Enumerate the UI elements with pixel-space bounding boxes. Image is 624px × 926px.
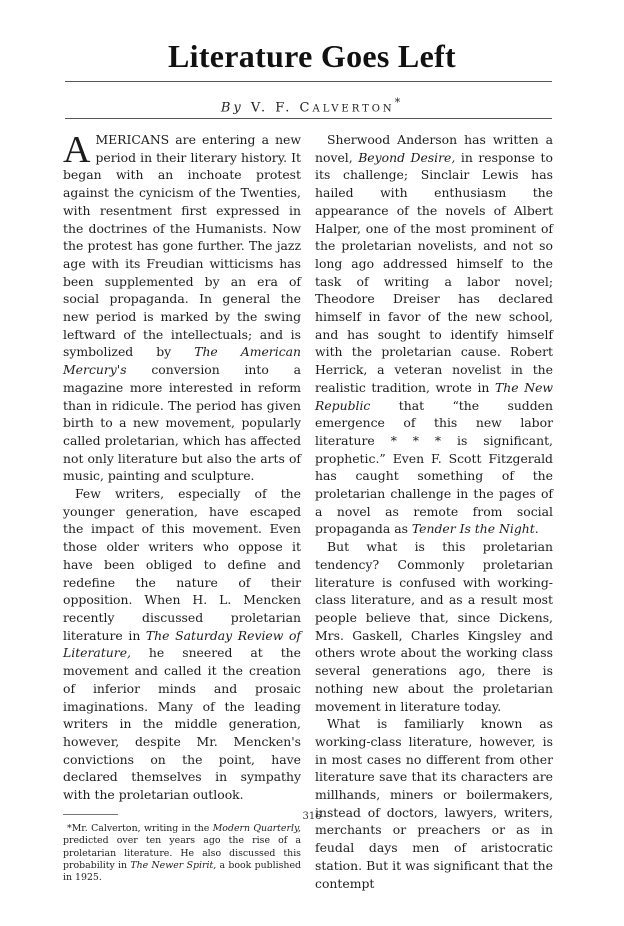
paragraph-text: Few writers, especially of the younger generation, have escaped the impact of this movement. Even those older writers who oppose it have been obliged to define and redefine the nature of their opposition. When H. L. Mencken recently discussed proletarian literature in <box>63 486 301 643</box>
italic-title: Tender Is the Night. <box>411 521 539 537</box>
byline-by: By <box>220 100 244 116</box>
paragraph-text: conversion into a magazine more interested in reform than in ridicule. The period has given birth to a new movement, popularly called proletarian, which has affected not only literature but also the arts of music, painting and sculpture. <box>63 362 301 484</box>
italic-title: The Newer Spirit, <box>130 859 217 871</box>
right-column <box>315 131 553 892</box>
paragraph-text: Sherwood Anderson has written a novel, <box>315 132 553 165</box>
italic-title: Beyond Desire, <box>358 149 456 165</box>
paragraph-text: But what is this proletarian tendency? Commonly proletarian literature is confused with working-class literature, and as a result most people believe that, since Dickens, Mrs. Gaskell, Charles Kingsley and others wrote about the working class several generations ago, there is nothing new about the proletarian movement in literature today. <box>315 539 553 714</box>
byline <box>0 96 624 115</box>
title-rule-top <box>65 81 552 82</box>
paragraph <box>315 131 553 538</box>
italic-title: The Saturday Review of Literature, <box>63 627 301 661</box>
italic-title: Modern Quarterly, <box>212 822 301 834</box>
paragraph <box>315 538 553 715</box>
byline-footnote-mark: * <box>394 96 404 109</box>
page-number: 316 <box>302 811 322 822</box>
footnote <box>63 823 301 885</box>
article-title: Literature Goes Left <box>168 38 456 74</box>
paragraph-text: he sneered at the movement and called it the creation of inferior minds and prosaic imaginations. Many of the leading writers in the middle generation, however, despite Mr. Mencken's convictions on the point, have declared themselves in sympathy with the proletarian outlook. <box>63 645 301 803</box>
byline-initials: V. F. C <box>250 100 313 116</box>
italic-title: The American Mercury's <box>63 344 301 378</box>
byline-surname: ALVERTON <box>312 103 395 115</box>
paragraph-text: that “the sudden emergence of this new labor literature * * * is significant, prophetic.” Even F. Scott Fitzgerald has caught something of the proletarian challenge in the pages of a novel as remote from social propaganda as <box>315 397 553 537</box>
footnote-text: *Mr. Calverton, writing in the <box>67 822 213 834</box>
italic-title: The New Republic <box>315 379 554 413</box>
paragraph-text: in response to its challenge; Sinclair Lewis has hailed with enthusiasm the appearance of the novels of Albert Halper, one of the most prominent of the proletarian novelists, and not so long ago addressed himself to the task of writing a labor novel; Theodore Dreiser has declared himself in favor of the new school, and has sought to identify himself with the proletarian cause. Robert Herrick, a veteran novelist in the realistic tradition, wrote in <box>315 149 553 395</box>
left-column <box>63 131 301 885</box>
paragraph <box>63 485 301 804</box>
paragraph <box>315 715 553 892</box>
paragraph <box>63 131 301 485</box>
paragraph-text: What is familiarly known as working-class literature, however, is in most cases no different from other literature save that its characters are millhands, miners or boilermakers, instead of doctors, lawyers, writers, merchants or preachers or as in feudal days men of aristocratic station. But it was significant that the contempt <box>315 716 553 891</box>
paragraph-text: MERICANS are entering a new period in their literary history. It began with an inchoate protest against the cynicism of the Twenties, with resentment first expressed in the doctrines of the Humanists. Now the protest has gone further. The jazz age with its Freudian witticisms has been supplemented by an era of social propaganda. In general the new period is marked by the swing leftward of the intellectuals; and is symbolized by <box>63 132 301 360</box>
footnote-text: predicted over ten years ago the rise of a proletarian literature. He also discussed this probability in <box>63 835 301 871</box>
title-rule-bottom <box>65 118 552 119</box>
drop-cap: A <box>63 129 91 171</box>
footnote-text: a book published in 1925. <box>63 859 302 884</box>
